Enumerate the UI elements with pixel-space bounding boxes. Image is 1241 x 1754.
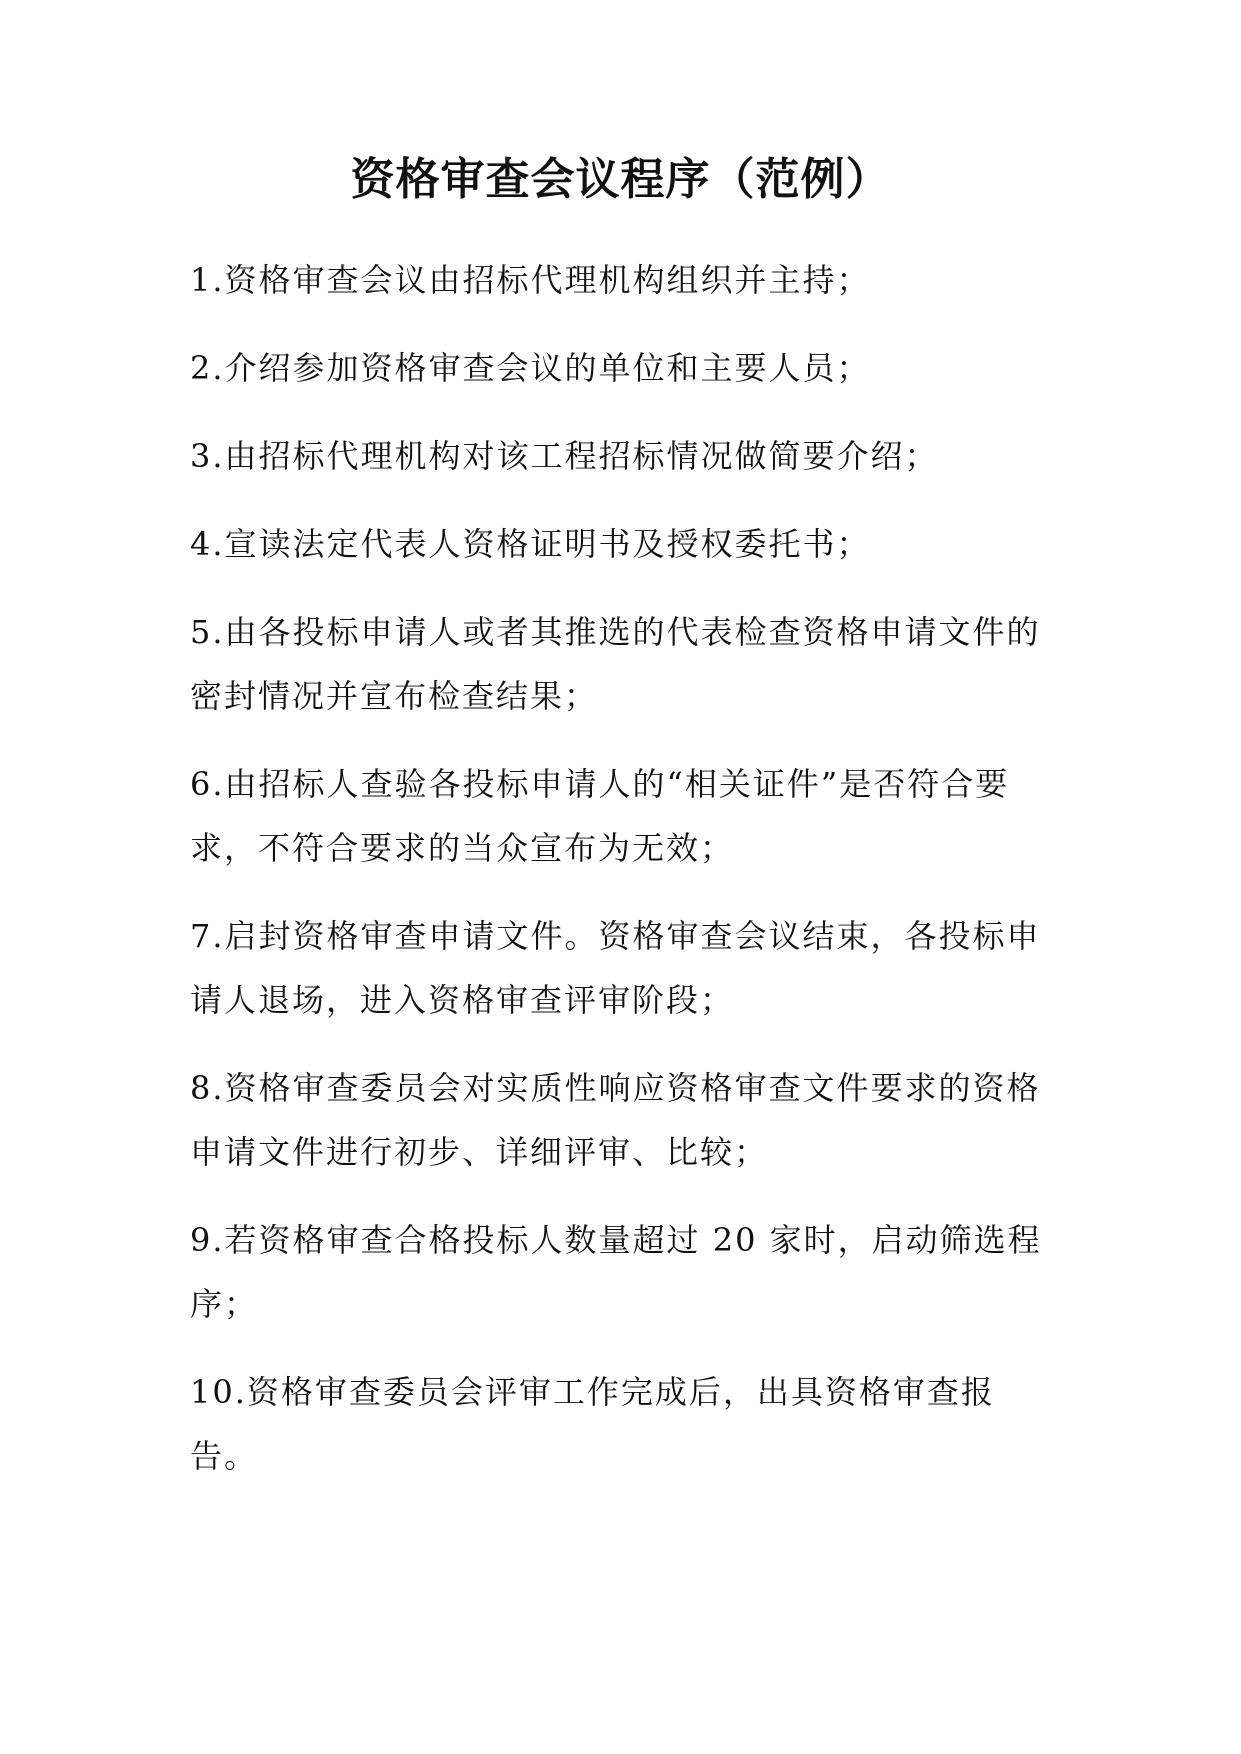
procedure-item-1: 1.资格审查会议由招标代理机构组织并主持； (190, 261, 871, 299)
procedure-item-5: 5.由各投标申请人或者其推选的代表检查资格申请文件的密封情况并宣布检查结果； (190, 613, 1041, 715)
procedure-item-6: 6.由招标人查验各投标申请人的“相关证件”是否符合要求，不符合要求的当众宣布为无效； (190, 765, 1010, 867)
procedure-item-10: 10.资格审查委员会评审工作完成后，出具资格审查报告。 (190, 1373, 995, 1475)
procedure-item-7: 7.启封资格审查申请文件。资格审查会议结束，各投标申请人退场，进入资格审查评审阶段； (190, 917, 1041, 1019)
procedure-item-8: 8.资格审查委员会对实质性响应资格审查文件要求的资格申请文件进行初步、详细评审、比较； (190, 1069, 1041, 1171)
procedure-item-9: 9.若资格审查合格投标人数量超过 20 家时，启动筛选程序； (190, 1221, 1042, 1323)
procedure-item-3: 3.由招标代理机构对该工程招标情况做简要介绍； (190, 437, 939, 475)
procedure-item-4: 4.宣读法定代表人资格证明书及授权委托书； (190, 525, 871, 563)
procedure-list (190, 248, 1060, 1512)
procedure-item-2: 2.介绍参加资格审查会议的单位和主要人员； (190, 349, 871, 387)
document-title: 资格审查会议程序（范例） (350, 154, 891, 205)
